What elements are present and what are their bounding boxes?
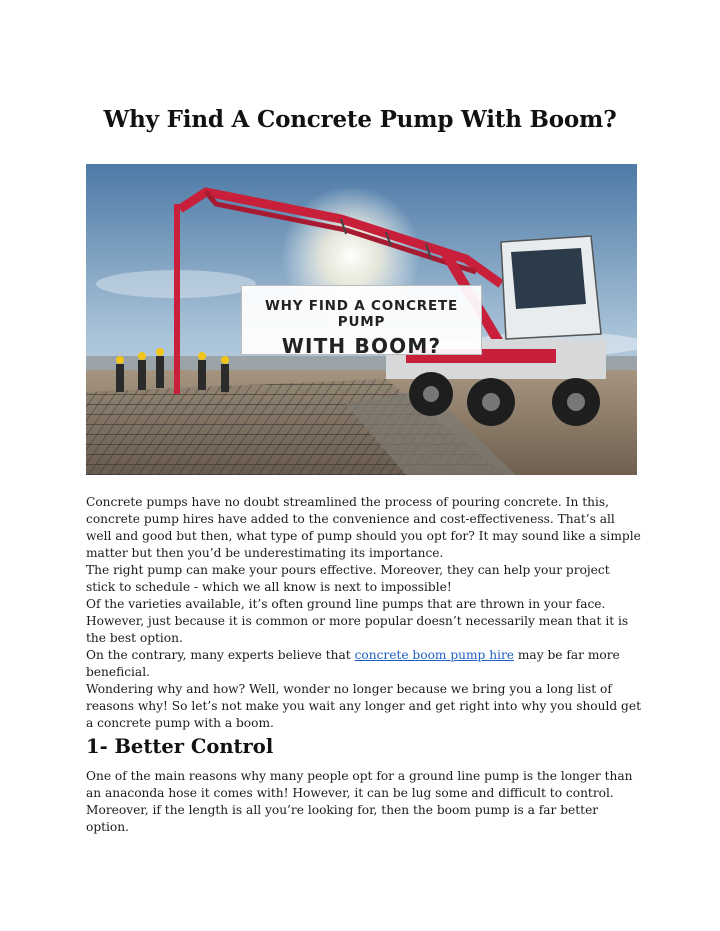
intro-paragraph-5: Wondering why and how? Well, wonder no longer because we bring you a long list of reasons why! So let’s not make you wait any longer and get right into why you should get a concrete pump with a boom. [86,682,641,730]
page-title: Why Find A Concrete Pump With Boom? [103,106,617,133]
intro-paragraph-1: Concrete pumps have no doubt streamlined the process of pouring concrete. In this, concrete pump hires have added to the convenience and cost-effectiveness. That’s all well and good but then, what type of pump should you opt for? It may sound like a simple matter but then you’d be underestimating its importance. [86,495,641,560]
intro-paragraph-2: The right pump can make your pours effective. Moreover, they can help your project stick to schedule - which we all know is next to impossible! [86,563,610,594]
intro-text [86,494,642,732]
hero-overlay-line2: WITH BOOM? [281,334,442,358]
hero-overlay-line1: WHY FIND A CONCRETE PUMP [264,298,459,330]
intro-paragraph-4 [86,647,642,681]
concrete-boom-pump-hire-link[interactable]: concrete boom pump hire [354,648,514,662]
intro-paragraph-4-start: On the contrary, many experts believe that [86,648,355,662]
section-paragraph-better-control: One of the main reasons why many people opt for a ground line pump is the longer than an anaconda hose it comes with! However, it can be lug some and difficult to control. Moreover, if the length is all you’re looking for, then the boom pump is a far better option. [86,769,633,834]
hero-overlay-caption [241,285,482,358]
hero-image [86,164,637,475]
intro-paragraph-4-end: may be far more beneficial. [86,648,620,679]
intro-paragraph-3: Of the varieties available, it’s often ground line pumps that are thrown in your face. However, just because it is common or more popular doesn’t necessarily mean that it is the best option. [86,597,629,645]
section-heading-better-control: 1- Better Control [86,735,274,758]
